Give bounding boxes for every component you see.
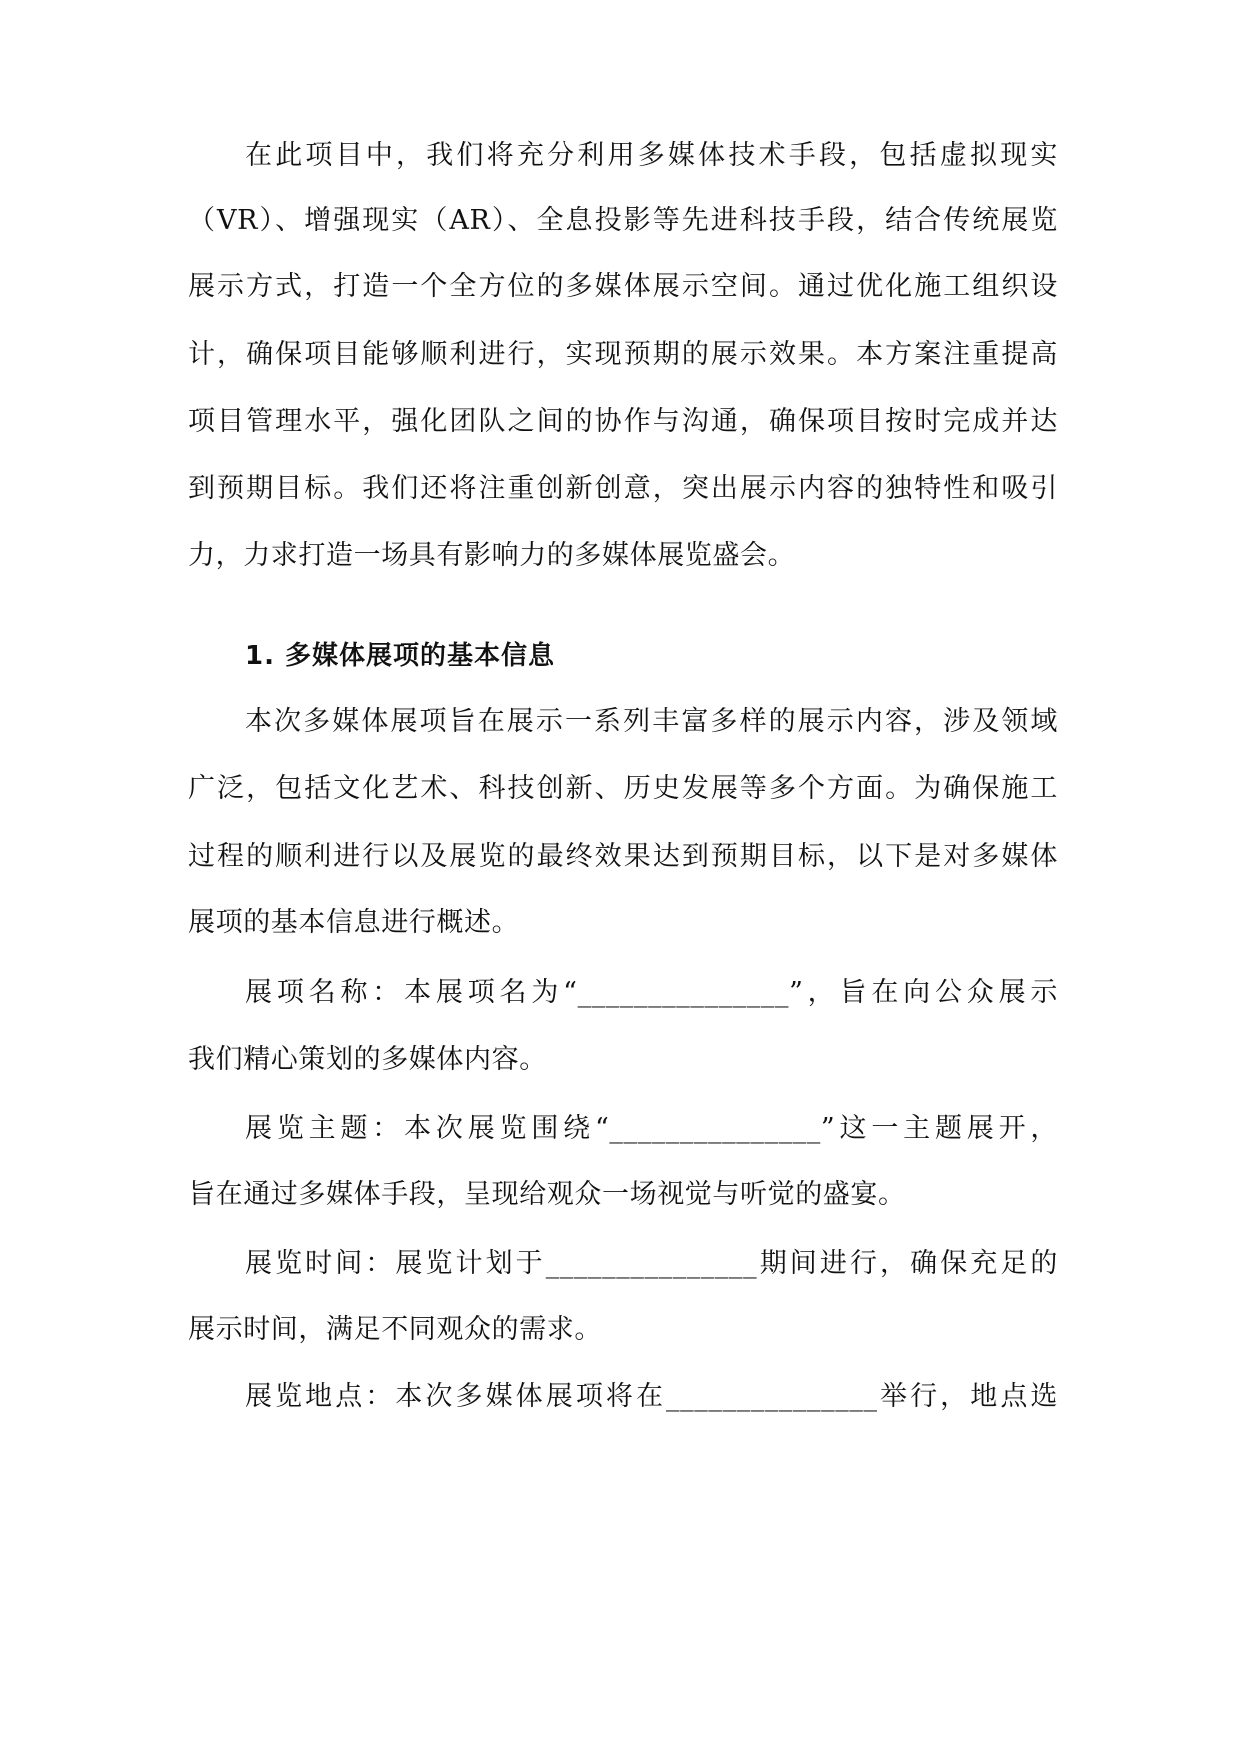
intro-paragraph-line-3: 展示方式，打造一个全方位的多媒体展示空间。通过优化施工组织设 <box>188 271 1058 302</box>
intro-paragraph-line-6: 到预期目标。我们还将注重创新创意，突出展示内容的独特性和吸引 <box>188 473 1058 504</box>
section-paragraph-line-1: 本次多媒体展项旨在展示一系列丰富多样的展示内容，涉及领域 <box>245 706 1058 737</box>
exhibit-time-line-1: 展览时间：展览计划于_______________期间进行，确保充足的 <box>245 1248 1058 1279</box>
intro-paragraph-line-4: 计，确保项目能够顺利进行，实现预期的展示效果。本方案注重提高 <box>188 339 1058 370</box>
section-paragraph-line-4: 展项的基本信息进行概述。 <box>188 907 520 938</box>
section-paragraph-line-3: 过程的顺利进行以及展览的最终效果达到预期目标，以下是对多媒体 <box>188 841 1058 872</box>
intro-paragraph-line-5: 项目管理水平，强化团队之间的协作与沟通，确保项目按时完成并达 <box>188 406 1058 437</box>
intro-paragraph-line-2: （VR）、增强现实（AR）、全息投影等先进科技手段，结合传统展览 <box>188 205 1058 236</box>
intro-paragraph-line-7: 力，力求打造一场具有影响力的多媒体展览盛会。 <box>188 540 796 571</box>
exhibit-theme-line-2: 旨在通过多媒体手段，呈现给观众一场视觉与听觉的盛宴。 <box>188 1179 906 1210</box>
exhibit-name-line-1: 展项名称：本展项名为“_______________”，旨在向公众展示 <box>245 977 1058 1008</box>
exhibit-theme-line-1: 展览主题：本次展览围绕“_______________”这一主题展开， <box>245 1113 1058 1144</box>
exhibit-time-line-2: 展示时间，满足不同观众的需求。 <box>188 1314 602 1345</box>
section-heading: 1. 多媒体展项的基本信息 <box>245 641 556 671</box>
exhibit-location-line-1: 展览地点：本次多媒体展项将在_______________举行，地点选 <box>245 1381 1058 1412</box>
exhibit-name-line-2: 我们精心策划的多媒体内容。 <box>188 1044 547 1075</box>
section-paragraph-line-2: 广泛，包括文化艺术、科技创新、历史发展等多个方面。为确保施工 <box>188 773 1058 804</box>
intro-paragraph-line-1: 在此项目中，我们将充分利用多媒体技术手段，包括虚拟现实 <box>245 140 1058 171</box>
